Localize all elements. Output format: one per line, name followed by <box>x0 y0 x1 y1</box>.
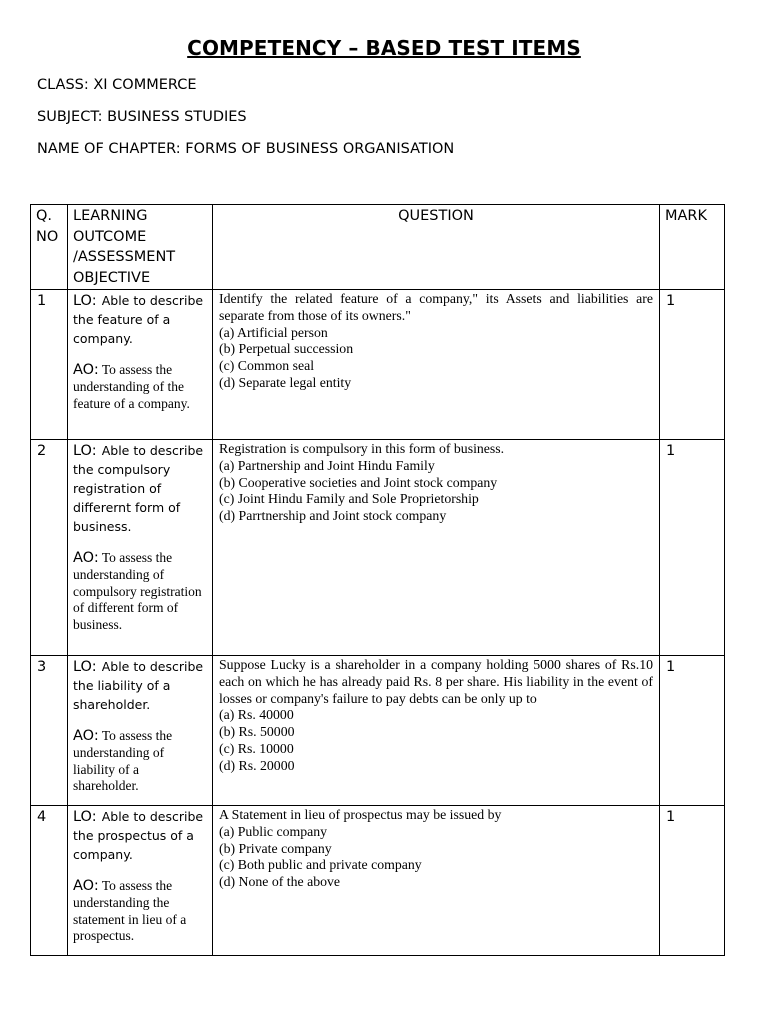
ao-text: To assess the understanding of the feature of a company. <box>73 362 190 411</box>
table-header-row <box>31 205 725 290</box>
lo-text: Able to describe the feature of a company. <box>73 293 204 346</box>
outcome-cell <box>68 290 213 440</box>
question-option: (d) Parrtnership and Joint stock company <box>219 508 447 524</box>
lo-label: LO: <box>73 293 97 309</box>
lo-text: Able to describe the compulsory registration of differernt form of business. <box>73 443 204 534</box>
question-option: (b) Private company <box>219 840 332 856</box>
question-number: 1 <box>31 290 68 440</box>
question-text: A Statement in lieu of prospectus may be issued by <box>219 807 502 822</box>
lo-label: LO: <box>73 443 97 459</box>
test-items-table <box>30 204 725 956</box>
question-option: (a) Rs. 40000 <box>219 707 294 723</box>
question-option: (c) Common seal <box>219 358 315 374</box>
document-title: COMPETENCY – BASED TEST ITEMS <box>187 36 581 60</box>
assessment-objective <box>73 878 207 945</box>
ao-label: AO: <box>73 878 99 894</box>
question-option: (a) Artificial person <box>219 324 328 340</box>
header-qno <box>31 205 68 290</box>
question-cell <box>213 656 660 806</box>
question-number: 4 <box>31 806 68 956</box>
question-text: Identify the related feature of a company," its Assets and liabilities are separate from those of its owners." <box>219 291 653 323</box>
learning-outcome <box>73 807 207 864</box>
ao-label: AO: <box>73 728 99 744</box>
class-line: CLASS: XI COMMERCE <box>37 77 197 93</box>
ao-text: To assess the understanding of compulsory registration of different form of business. <box>73 550 202 633</box>
outcome-cell <box>68 656 213 806</box>
question-cell <box>213 290 660 440</box>
question-option: (d) Separate legal entity <box>219 374 352 390</box>
ao-label: AO: <box>73 362 99 378</box>
question-cell <box>213 806 660 956</box>
table-row <box>31 290 725 440</box>
table-row <box>31 806 725 956</box>
assessment-objective <box>73 728 207 795</box>
question-text: Registration is compulsory in this form of business. <box>219 441 505 456</box>
table-row <box>31 440 725 656</box>
ao-text: To assess the understanding the statement in lieu of a prospectus. <box>73 878 187 944</box>
assessment-objective <box>73 362 207 412</box>
question-option: (b) Rs. 50000 <box>219 724 295 740</box>
outcome-cell <box>68 440 213 656</box>
assessment-objective <box>73 550 207 634</box>
chapter-line: NAME OF CHAPTER: FORMS OF BUSINESS ORGANISATION <box>37 141 455 157</box>
subject-line: SUBJECT: BUSINESS STUDIES <box>37 109 247 125</box>
question-option: (c) Both public and private company <box>219 857 422 873</box>
header-outcome: LEARNING OUTCOME /ASSESSMENT OBJECTIVE <box>68 205 213 290</box>
question-text: Suppose Lucky is a shareholder in a company holding 5000 shares of Rs.10 each on which he has already paid Rs. 8 per share. His liability in the event of losses or company's failure to pay debts can be only up to <box>219 657 653 706</box>
question-cell <box>213 440 660 656</box>
question-number: 2 <box>31 440 68 656</box>
question-option: (a) Public company <box>219 823 328 839</box>
ao-label: AO: <box>73 550 99 566</box>
lo-label: LO: <box>73 809 97 825</box>
question-option: (c) Joint Hindu Family and Sole Proprietorship <box>219 491 479 507</box>
lo-text: Able to describe the prospectus of a company. <box>73 809 204 862</box>
mark-value: 1 <box>660 440 725 656</box>
learning-outcome <box>73 291 207 348</box>
header-qno-line1: Q. <box>36 208 53 224</box>
lo-label: LO: <box>73 659 97 675</box>
header-question: QUESTION <box>213 205 660 290</box>
question-option: (b) Cooperative societies and Joint stock company <box>219 474 498 490</box>
ao-text: To assess the understanding of liability of a shareholder. <box>73 728 173 794</box>
question-option: (d) None of the above <box>219 874 341 890</box>
question-option: (a) Partnership and Joint Hindu Family <box>219 457 435 473</box>
question-option: (b) Perpetual succession <box>219 341 354 357</box>
learning-outcome <box>73 657 207 714</box>
learning-outcome <box>73 441 207 536</box>
question-option: (d) Rs. 20000 <box>219 757 295 773</box>
header-mark: MARK <box>660 205 725 290</box>
mark-value: 1 <box>660 806 725 956</box>
table-row <box>31 656 725 806</box>
question-number: 3 <box>31 656 68 806</box>
question-option: (c) Rs. 10000 <box>219 740 294 756</box>
mark-value: 1 <box>660 290 725 440</box>
lo-text: Able to describe the liability of a shareholder. <box>73 659 204 712</box>
header-qno-line2: NO <box>36 228 59 245</box>
mark-value: 1 <box>660 656 725 806</box>
outcome-cell <box>68 806 213 956</box>
